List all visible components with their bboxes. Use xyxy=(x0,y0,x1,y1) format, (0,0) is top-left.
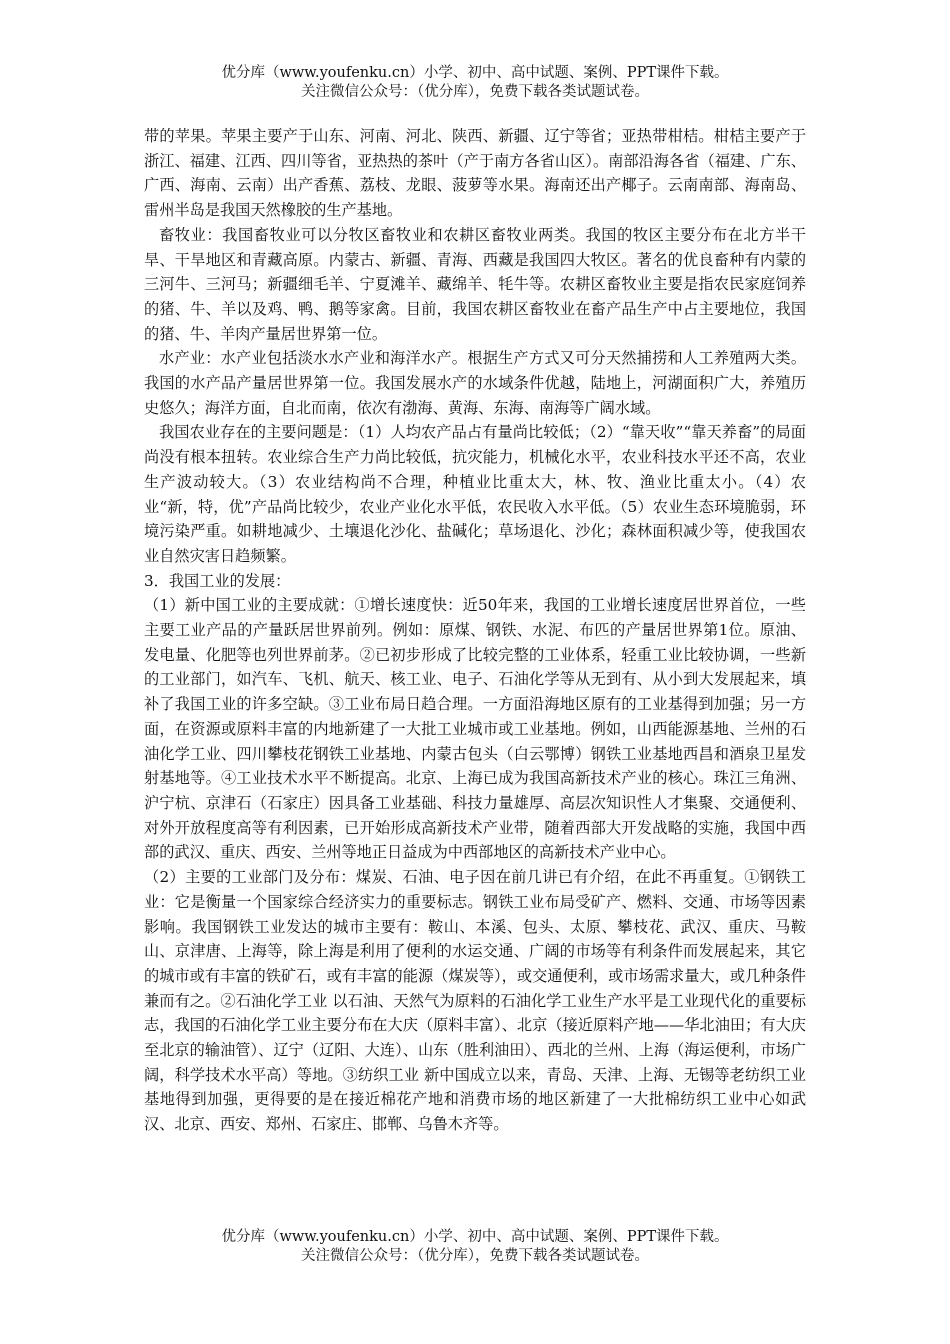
paragraph-aquaculture: 水产业：水产业包括淡水水产业和海洋水产。根据生产方式又可分天然捕捞和人工养殖两大类。我国的水产品产量居世界第一位。我国发展水产的水域条件优越，陆地上，河湖面积广大，养殖历史悠久；海洋方面，自北而南，依次有渤海、黄海、东海、南海等广阔水域。 xyxy=(144,349,806,417)
paragraph-industry-sectors: （2）主要的工业部门及分布：煤炭、石油、电子因在前几讲已有介绍，在此不再重复。①钢铁工业：它是衡量一个国家综合经济实力的重要标志。钢铁工业布局受矿产、燃料、交通、市场等因素影响。我国钢铁工业发达的城市主要有：鞍山、本溪、包头、太原、攀枝花、武汉、重庆、马鞍山、京津唐、上海等，除上海是利用了便利的水运交通、广阔的市场等有利条件而发展起来，其它的城市或有丰富的铁矿石，或有丰富的能源（煤炭等），或交通便利，或市场需求量大，或几种条件兼而有之。②石油化学工业 以石油、天然气为原料的石油化学工业生产水平是工业现代化的重要标志，我国的石油化学工业主要分布在大庆（原料丰富）、北京（接近原料产地——华北油田；有大庆至北京的输油管）、辽宁（辽阳、大连）、山东（胜利油田）、西北的兰州、上海（海运便利，市场广阔，科学技术水平高）等地。③纺织工业 新中国成立以来，青岛、天津、上海、无锡等老纺织工业基地得到加强，更得要的是在接近棉花产地和消费市场的地区新建了一大批棉纺织工业中心如武汉、北京、西安、郑州、石家庄、邯郸、乌鲁木齐等。 xyxy=(144,868,806,1134)
footer-line-2: 关注微信公众号：（优分库），免费下载各类试题试卷。 xyxy=(301,1248,649,1264)
header-line-1: 优分库（www.youfenku.cn）小学、初中、高中试题、案例、PPT课件下载。 xyxy=(221,65,729,81)
paragraph-fruit: 带的苹果。苹果主要产于山东、河南、河北、陕西、新疆、辽宁等省；亚热带柑桔。柑桔主要产于浙江、福建、江西、四川等省，亚热热的茶叶（产于南方各省山区）。南部沿海各省（福建、广东、广西、海南、云南）出产香蕉、荔枝、龙眼、菠萝等水果。海南还出产椰子。云南南部、海南岛、雷州半岛是我国天然橡胶的生产基地。 xyxy=(144,127,806,220)
paragraph-industry-achievements: （1）新中国工业的主要成就：①增长速度快：近50年来，我国的工业增长速度居世界首位，一些主要工业产品的产量跃居世界前列。例如：原煤、钢铁、水泥、布匹的产量居世界第1位。原油、发电量、化肥等也列世界前茅。②已初步形成了比较完整的工业体系，轻重工业比较协调，一些新的工业部门，如汽车、飞机、航天、核工业、电子、石油化学等从无到有、从小到大发展起来，填补了我国工业的许多空缺。③工业布局日趋合理。一方面沿海地区原有的工业基得到加强；另一方面，在资源或原料丰富的内地新建了一大批工业城市或工业基地。例如，山西能源基地、兰州的石油化学工业、四川攀枝花钢铁工业基地、内蒙古包头（白云鄂博）钢铁工业基地西昌和酒泉卫星发射基地等。④工业技术水平不断提高。北京、上海已成为我国高新技术产业的核心。珠江三角洲、沪宁杭、京津石（石家庄）因具备工业基础、科技力量雄厚、高层次知识性人才集聚、交通便利、对外开放程度高等有利因素，已开始形成高新技术产业带，随着西部大开发战略的实施，我国中西部的武汉、重庆、西安、兰州等地正日益成为中西部地区的高新技术产业中心。 xyxy=(144,596,806,862)
paragraph-animal-husbandry: 畜牧业：我国畜牧业可以分牧区畜牧业和农耕区畜牧业两类。我国的牧区主要分布在北方半干旱、干旱地区和青藏高原。内蒙古、新疆、青海、西藏是我国四大牧区。著名的优良畜种有内蒙的三河牛、三河马；新疆细毛羊、宁夏滩羊、藏绵羊、牦牛等。农耕区畜牧业主要是指农民家庭饲养的猪、牛、羊以及鸡、鸭、鹅等家禽。目前，我国农耕区畜牧业在畜产品生产中占主要地位，我国的猪、牛、羊肉产量居世界第一位。 xyxy=(144,225,806,343)
footer-line-1: 优分库（www.youfenku.cn）小学、初中、高中试题、案例、PPT课件下载。 xyxy=(221,1229,729,1245)
section-heading-industry: 3．我国工业的发展： xyxy=(144,571,291,590)
paragraph-agriculture-problems: 我国农业存在的主要问题是：（1）人均农产品占有量尚比较低；（2）“靠天收”“靠天养畜”的局面尚没有根本扭转。农业综合生产力尚比较低，抗灾能力，机械化水平，农业科技水平还不高，农业生产波动较大。（3）农业结构尚不合理，种植业比重太大，林、牧、渔业比重太小。（4）农业“新，特，优”产品尚比较少，农业产业化水平低，农民收入水平低。（5）农业生态环境脆弱，环境污染严重。如耕地减少、土壤退化沙化、盐碱化；草场退化、沙化；森林面积减少等，使我国农业自然灾害日趋频繁。 xyxy=(144,423,806,565)
document-body xyxy=(144,124,806,1137)
page-footer xyxy=(0,1228,950,1266)
page-header xyxy=(0,64,950,102)
header-line-2: 关注微信公众号：（优分库），免费下载各类试题试卷。 xyxy=(301,84,649,100)
